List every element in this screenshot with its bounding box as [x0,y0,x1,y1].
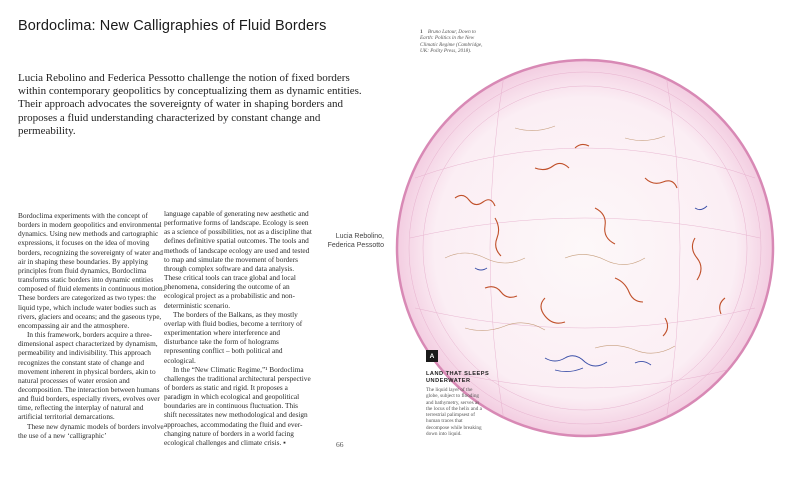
author-name: Federica Pessotto [327,242,384,249]
paragraph: In this framework, borders acquire a three-dimensional aspect characterized by dynamism, permeability and indivisibility. This approach recognizes the constant state of change and movement inherent in physical borders, akin to natural processes of water erosion and decomposition. The interaction between humans and fluid borders, especially rivers, evolves over time, reflecting the interplay of natural and artificial territorial demarcations. [18,330,160,422]
paragraph: In the “New Climatic Regime,”¹ Bordoclima challenges the traditional architectural perspective of borders as static and rigid. It proposes a paradigm in which ecological and geopolitical boundaries are in continuous fluctuation. This shift necessitates new methodological and design approaches, accommodating the fluid and ever-changing nature of borders in a world facing ecological challenges and climate crisis. ▪ [164,364,311,447]
footnote [420,29,490,54]
paragraph: The borders of the Balkans, as they mostly overlap with fluid bodies, become a territory of experimentation where interference and disturbance take the form of holograms representing conflict – both political and ecological. [164,309,303,365]
figure-letter-badge: A [426,350,438,362]
author-name: Lucia Rebolino, [335,233,384,240]
page-number: 66 [336,440,344,449]
footnote-number: 1 [420,29,423,35]
paragraph: language capable of generating new aesthetic and performative forms of landscape. Ecology is seen as a science of possibilities, not as a discipline that defines definitive spatial outcomes. The tools and methods of landscape ecology are used and tested to map and simulate the movement of borders through complex software and data analysis. These critical tools can trace global and local phenomena, considering the outcome of an ecological project as a probabilistic and non-deterministic scenario. [164,209,312,310]
footnote-text: Bruno Latour, Down to Earth: Politics in the New Climatic Regime (Cambridge, UK: Polity Press, 2018). [420,29,483,54]
body-column-2 [164,209,312,447]
intro-paragraph: Lucia Rebolino and Federica Pessotto challenge the notion of fixed borders within contemporary geopolitics by conceptualizing them as dynamic entities. Their approach advocates the sovereignty of water in shaping borders and proposes a fluid understanding characterized by constant change and permeability. [18,72,362,137]
paragraph: Bordoclima experiments with the concept of borders in modern geopolitics and environmental dynamics. Using new methods and cartographic expressions, it focuses on the idea of moving borders, recognizing the sovereignty of water and air in shaping these boundaries. By applying principles from fluid dynamics, Bordoclima transforms static borders into dynamic entities composed of fluid elements in continuous motion. These borders are categorized as two types: the liquid type, which include water bodies such as rivers, glaciers and oceans; and the gaseous type, encompassing air and the atmosphere. [18,211,165,330]
figure-caption-title: LAND THAT SLEEPS UNDERWATER [426,371,490,384]
article-title: Bordoclima: New Calligraphies of Fluid Borders [18,18,327,34]
paragraph: These new dynamic models of borders involve the use of a new ‘calligraphic’ [18,421,164,440]
figure-caption-body: The liquid layer of the globe, subject to flooding and bathymetry, serves as the locus of the helix and a terrestrial palimpsest of human traces that decompose while breaking down into liquid. [426,387,482,438]
author-byline [298,232,384,250]
body-column-1 [18,211,166,440]
